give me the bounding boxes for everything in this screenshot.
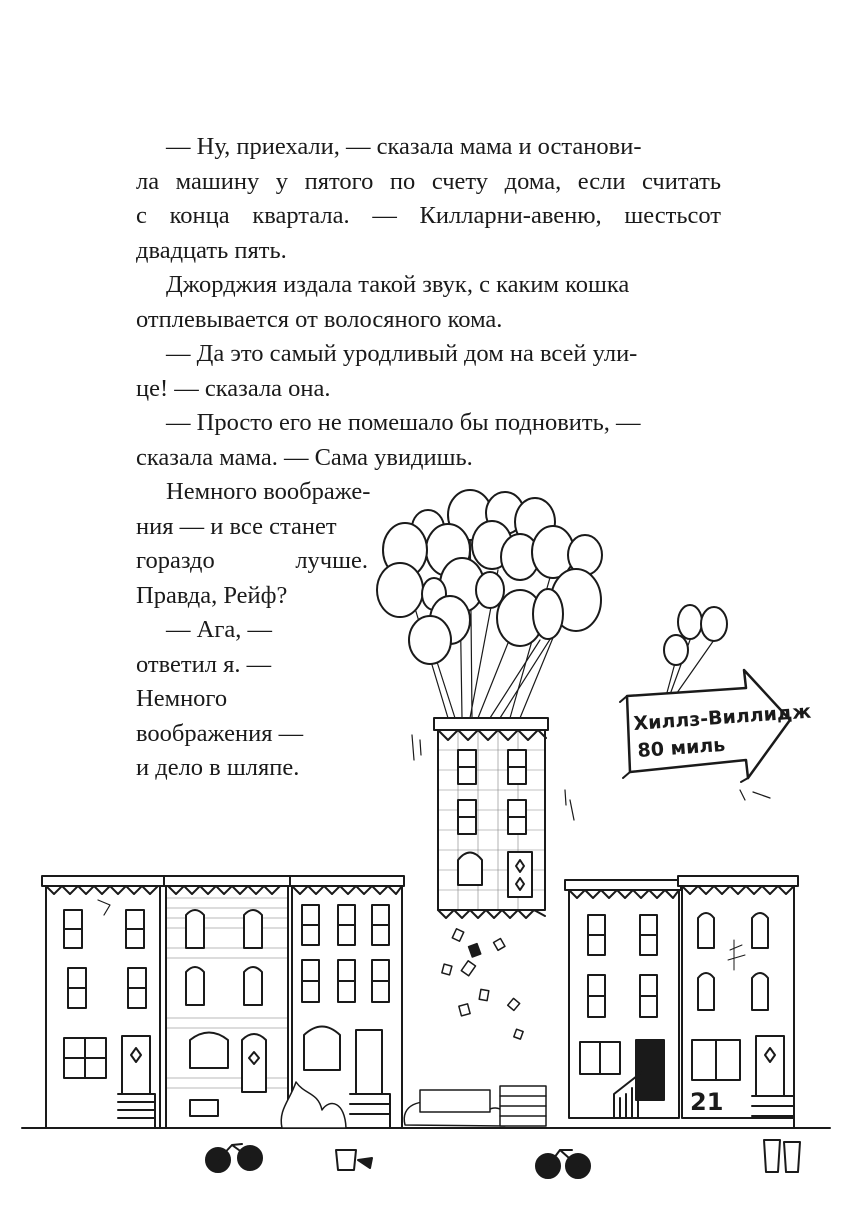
text-line: двадцать пять.: [136, 236, 287, 264]
text-line: ния — и все станет: [136, 512, 337, 540]
text-line: с конца квартала. — Килларни-авеню, шестьсот: [136, 202, 721, 229]
balloon-cluster: [377, 490, 602, 718]
row-house: [290, 876, 404, 1128]
row-house: [565, 880, 681, 1118]
street-bushes: [281, 1082, 546, 1128]
falling-debris: [442, 929, 523, 1039]
text-line: це! — сказала она.: [136, 374, 331, 402]
text-line: — Ага, —: [166, 616, 272, 643]
text-line: ответил я. —: [136, 650, 272, 678]
text-line: Немного воображе-: [166, 478, 371, 505]
sign-line-1: Хиллз-Виллидж: [632, 700, 812, 735]
text-line: воображения —: [136, 719, 304, 747]
sign-line-2: 80 миль: [636, 733, 726, 762]
text-line: Правда, Рейф?: [136, 581, 288, 609]
page-number: 21: [690, 1088, 724, 1116]
street-bicycles: [206, 1144, 590, 1178]
text-line: и дело в шляпе.: [136, 754, 300, 781]
text-line: — Да это самый уродливый дом на всей ули-: [166, 340, 638, 367]
text-line: отплевывается от волосяного кома.: [136, 305, 503, 333]
text-line: сказала мама. — Сама увидишь.: [136, 443, 473, 471]
text-line: Немного: [136, 685, 228, 712]
text-line: — Ну, приехали, — сказала мама и останови-: [166, 133, 642, 160]
direction-sign: [620, 605, 790, 800]
text-line: гораздо лучше.: [136, 547, 368, 574]
flying-house: [412, 718, 574, 918]
text-line: — Просто его не помешало бы подновить, —: [166, 409, 641, 436]
row-house: [164, 876, 290, 1128]
text-line: Джорджия издала такой звук, с каким кошка: [166, 271, 630, 298]
text-line: ла машину у пятого по счету дома, если считать: [136, 167, 721, 195]
row-house: [42, 876, 164, 1128]
